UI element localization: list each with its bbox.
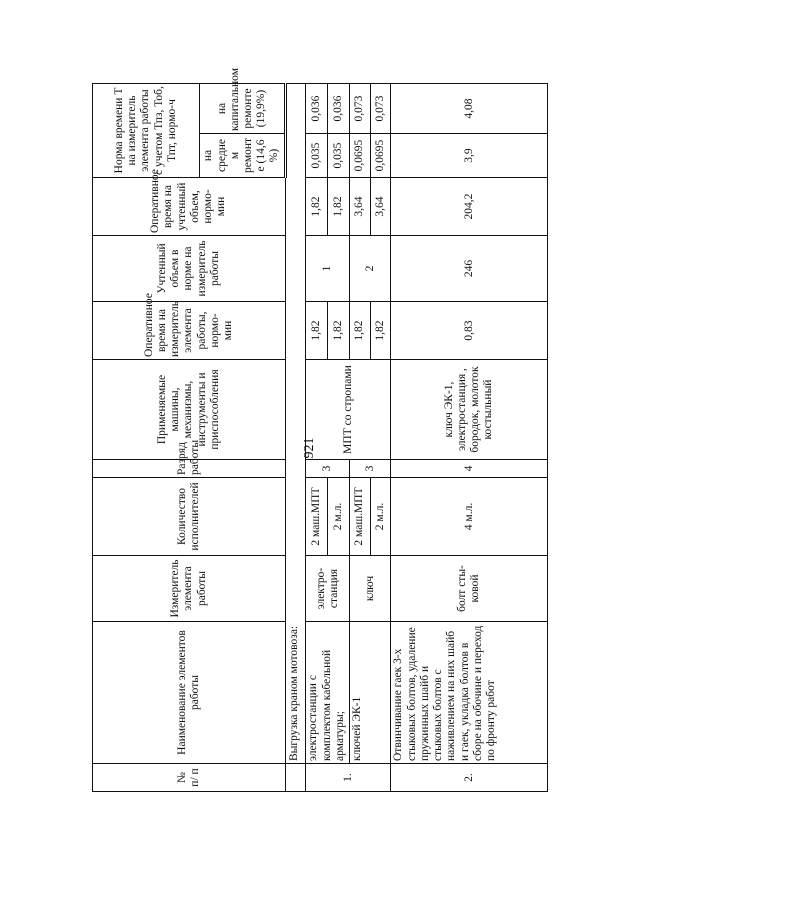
row2-grade: 4 (391, 460, 548, 478)
row1-mid-a1: 0,035 (306, 134, 328, 178)
row1-opv-a2: 1,82 (328, 178, 350, 236)
row1-mid-b2: 0,0695 (370, 134, 391, 178)
row1-meter-a: электро- станция (306, 556, 350, 622)
header-grade: Разряд работы (93, 460, 286, 478)
row1-cap-a2: 0,036 (328, 84, 350, 134)
header-norm-cap: на капитальном ремонте (19,9%) (200, 84, 286, 134)
row1-op-b1: 1,82 (350, 302, 371, 360)
row1-workers-a1: 2 маш.МПТ (306, 478, 328, 556)
norm-table (92, 68, 548, 792)
header-machines: Применяемые машины, механизмы, инструменты и приспособления (93, 360, 286, 460)
header-op-time: Оперативное время на измеритель элемента работы, нормо-мин (93, 302, 286, 360)
header-volume: Учтенный объем в норме на измеритель работы (93, 236, 286, 302)
header-op-time-volume: Оперативное время на учтенный объем, нормо-мин (93, 178, 286, 236)
row2-meter: болт сты- ковой (391, 556, 548, 622)
row2-num: 2. (391, 764, 548, 792)
row2-cap: 4,08 (391, 84, 548, 134)
row2-volume: 246 (391, 236, 548, 302)
row1-mid-a2: 0,035 (328, 134, 350, 178)
row2-workers: 4 м.л. (391, 478, 548, 556)
row1-op-a2: 1,82 (328, 302, 350, 360)
row2-op-time: 0,83 (391, 302, 548, 360)
header-num: № п/ п (93, 764, 286, 792)
section-title: Выгрузка краном мотовоза: (285, 84, 306, 764)
norm-table-wrapper (92, 68, 800, 787)
header-norm-mid: на средне м ремонт е (14,6 %) (200, 134, 286, 178)
row1-op-b2: 1,82 (370, 302, 391, 360)
row1-cap-b2: 0,073 (370, 84, 391, 134)
row1-opv-b1: 3,64 (350, 178, 371, 236)
row1-op-a1: 1,82 (306, 302, 328, 360)
header-workers: Количество исполнителей (93, 478, 286, 556)
row1-workers-a2: 2 м.л. (328, 478, 350, 556)
row2-op-time-volume: 204,2 (391, 178, 548, 236)
row1-grade-b: 3 (350, 460, 391, 478)
row2-machines: ключ ЭК-1, электростанция , бородок, молоток костыльный (391, 360, 548, 460)
row1-workers-b2: 2 м.л. (370, 478, 391, 556)
section-num-cell (285, 764, 306, 792)
row2-name: Отвинчивание гаек 3-х стыковых болтов, удаление пружинных шайб и стыковых болтов с наживлением на них шайб и гаек, укладка болтов в сборе на обочине и переход по фронту работ (391, 622, 548, 764)
row1-workers-b1: 2 маш.МПТ (350, 478, 371, 556)
row1-name-b: ключей ЭК-1 (350, 622, 391, 764)
row1-cap-a1: 0,036 (306, 84, 328, 134)
row1-opv-a1: 1,82 (306, 178, 328, 236)
page-number: 921 (302, 437, 317, 459)
rotated-page-content (92, 68, 548, 792)
row1-vol-a: 1 (306, 236, 350, 302)
row1-cap-b1: 0,073 (350, 84, 371, 134)
row1-name-a: электростанции с комплектом кабельной арматуры; (306, 622, 350, 764)
row2-mid: 3,9 (391, 134, 548, 178)
header-meter: Измеритель элемента работы (93, 556, 286, 622)
header-norm: Норма времени Т на измеритель элемента работы с учетом Тпз, Тоб, Тпт, нормо-ч (93, 84, 200, 178)
row1-vol-b: 2 (350, 236, 391, 302)
row1-mid-b1: 0,0695 (350, 134, 371, 178)
row1-grade-a: 3 (306, 460, 350, 478)
row1-machines: МПТ со стропами (306, 360, 391, 460)
row1-num: 1. (306, 764, 391, 792)
header-name: Наименование элементов работы (93, 622, 286, 764)
row1-meter-b: ключ (350, 556, 391, 622)
row1-opv-b2: 3,64 (370, 178, 391, 236)
